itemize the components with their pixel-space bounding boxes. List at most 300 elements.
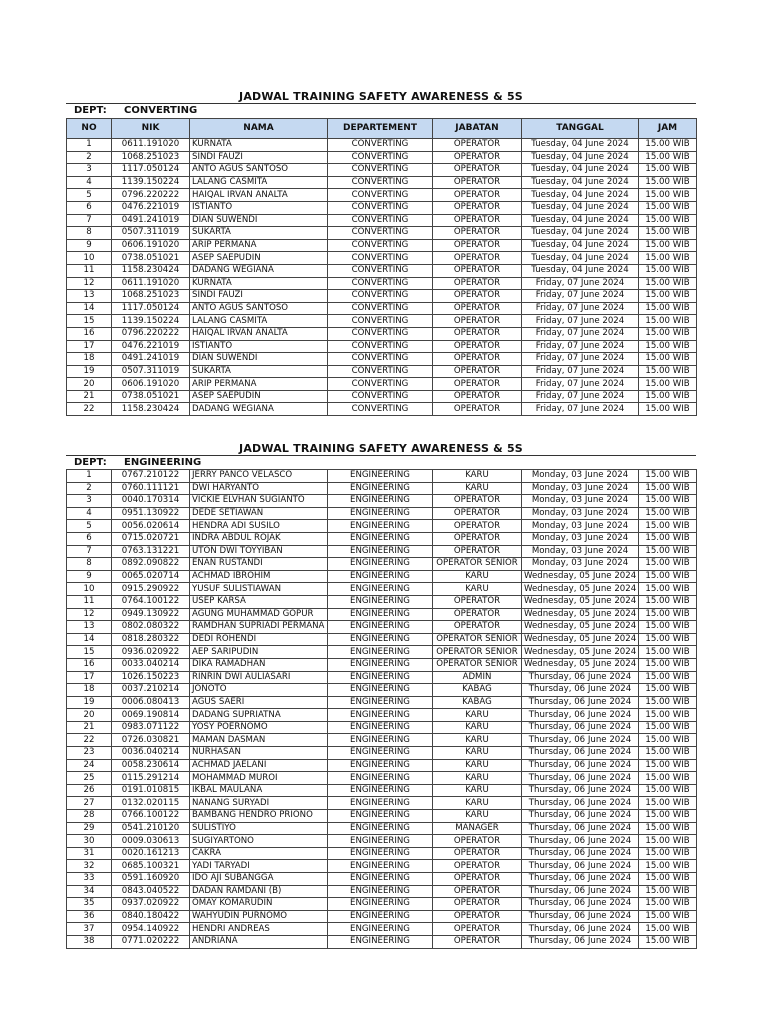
cell-jabatan: OPERATOR — [433, 315, 522, 328]
table-row — [67, 390, 697, 403]
cell-departement: ENGINEERING — [328, 822, 433, 835]
cell-departement: ENGINEERING — [328, 759, 433, 772]
table-row — [67, 353, 697, 366]
table-row — [67, 847, 697, 860]
cell-nik: 0491.241019 — [112, 214, 190, 227]
cell-tanggal: Thursday, 06 June 2024 — [522, 721, 639, 734]
header-nik: NIK — [112, 119, 190, 139]
cell-jabatan: OPERATOR — [433, 252, 522, 265]
cell-jabatan: OPERATOR — [433, 365, 522, 378]
cell-nik: 0069.190814 — [112, 709, 190, 722]
section2-table — [66, 469, 697, 949]
cell-no: 2 — [67, 482, 112, 495]
cell-tanggal: Monday, 03 June 2024 — [522, 545, 639, 558]
cell-no: 23 — [67, 747, 112, 760]
cell-nama: ISTIANTO — [190, 340, 328, 353]
table-row — [67, 747, 697, 760]
table-row — [67, 898, 697, 911]
cell-jabatan: OPERATOR — [433, 898, 522, 911]
cell-no: 4 — [67, 507, 112, 520]
cell-jam: 15.00 WIB — [639, 923, 697, 936]
cell-jabatan: ADMIN — [433, 671, 522, 684]
cell-nama: YADI TARYADI — [190, 860, 328, 873]
cell-jam: 15.00 WIB — [639, 759, 697, 772]
cell-jam: 15.00 WIB — [639, 935, 697, 948]
cell-nama: VICKIE ELVHAN SUGIANTO — [190, 495, 328, 508]
cell-tanggal: Monday, 03 June 2024 — [522, 532, 639, 545]
cell-nama: OMAY KOMARUDIN — [190, 898, 328, 911]
table-row — [67, 495, 697, 508]
section2-dept-value: ENGINEERING — [124, 457, 202, 468]
cell-jam: 15.00 WIB — [639, 176, 697, 189]
header-nama: NAMA — [190, 119, 328, 139]
cell-tanggal: Thursday, 06 June 2024 — [522, 923, 639, 936]
cell-nik: 1068.251023 — [112, 151, 190, 164]
cell-no: 21 — [67, 390, 112, 403]
cell-jabatan: OPERATOR — [433, 327, 522, 340]
cell-nik: 1158.230424 — [112, 264, 190, 277]
cell-nama: HENDRA ADI SUSILO — [190, 520, 328, 533]
cell-nik: 1139.150224 — [112, 315, 190, 328]
cell-departement: ENGINEERING — [328, 873, 433, 886]
cell-nik: 1139.150224 — [112, 176, 190, 189]
cell-tanggal: Friday, 07 June 2024 — [522, 290, 639, 303]
cell-departement: ENGINEERING — [328, 658, 433, 671]
cell-tanggal: Tuesday, 04 June 2024 — [522, 214, 639, 227]
cell-nik: 0606.191020 — [112, 239, 190, 252]
table-row — [67, 608, 697, 621]
cell-nama: KURNATA — [190, 139, 328, 152]
cell-departement: ENGINEERING — [328, 558, 433, 571]
cell-tanggal: Friday, 07 June 2024 — [522, 327, 639, 340]
cell-departement: CONVERTING — [328, 277, 433, 290]
cell-no: 9 — [67, 239, 112, 252]
cell-nama: WAHYUDIN PURNOMO — [190, 910, 328, 923]
cell-jabatan: OPERATOR — [433, 545, 522, 558]
cell-jam: 15.00 WIB — [639, 139, 697, 152]
cell-jam: 15.00 WIB — [639, 532, 697, 545]
cell-tanggal: Thursday, 06 June 2024 — [522, 910, 639, 923]
cell-jam: 15.00 WIB — [639, 390, 697, 403]
cell-departement: ENGINEERING — [328, 633, 433, 646]
table-row — [67, 935, 697, 948]
cell-nik: 0771.020222 — [112, 935, 190, 948]
cell-no: 11 — [67, 264, 112, 277]
cell-no: 31 — [67, 847, 112, 860]
cell-tanggal: Friday, 07 June 2024 — [522, 365, 639, 378]
cell-nama: HAIQAL IRVAN ANALTA — [190, 189, 328, 202]
cell-jabatan: KARU — [433, 721, 522, 734]
cell-tanggal: Thursday, 06 June 2024 — [522, 873, 639, 886]
cell-departement: CONVERTING — [328, 227, 433, 240]
cell-no: 13 — [67, 290, 112, 303]
cell-jabatan: OPERATOR — [433, 302, 522, 315]
cell-nik: 0949.130922 — [112, 608, 190, 621]
cell-jam: 15.00 WIB — [639, 365, 697, 378]
cell-jabatan: OPERATOR — [433, 264, 522, 277]
cell-nama: LALANG CASMITA — [190, 176, 328, 189]
cell-nama: IDO AJI SUBANGGA — [190, 873, 328, 886]
cell-nik: 0020.161213 — [112, 847, 190, 860]
cell-jabatan: KARU — [433, 470, 522, 483]
cell-jabatan: OPERATOR — [433, 353, 522, 366]
cell-tanggal: Thursday, 06 June 2024 — [522, 671, 639, 684]
table-row — [67, 759, 697, 772]
cell-jam: 15.00 WIB — [639, 684, 697, 697]
cell-nik: 0611.191020 — [112, 139, 190, 152]
cell-jam: 15.00 WIB — [639, 658, 697, 671]
cell-tanggal: Wednesday, 05 June 2024 — [522, 633, 639, 646]
cell-nama: DADANG WEGIANA — [190, 403, 328, 416]
cell-nama: KURNATA — [190, 277, 328, 290]
cell-no: 4 — [67, 176, 112, 189]
table-row — [67, 797, 697, 810]
cell-no: 20 — [67, 378, 112, 391]
cell-nik: 0843.040522 — [112, 885, 190, 898]
cell-nama: AGUNG MUHAMMAD GOPUR — [190, 608, 328, 621]
cell-jabatan: OPERATOR — [433, 201, 522, 214]
cell-no: 33 — [67, 873, 112, 886]
cell-departement: ENGINEERING — [328, 671, 433, 684]
table-row — [67, 923, 697, 936]
cell-departement: ENGINEERING — [328, 495, 433, 508]
cell-nama: DADAN RAMDANI (B) — [190, 885, 328, 898]
header-jam: JAM — [639, 119, 697, 139]
cell-departement: CONVERTING — [328, 214, 433, 227]
cell-nik: 0033.040214 — [112, 658, 190, 671]
table-row — [67, 302, 697, 315]
cell-tanggal: Thursday, 06 June 2024 — [522, 684, 639, 697]
cell-nama: MOHAMMAD MUROI — [190, 772, 328, 785]
cell-jam: 15.00 WIB — [639, 633, 697, 646]
cell-no: 8 — [67, 227, 112, 240]
cell-departement: ENGINEERING — [328, 545, 433, 558]
cell-no: 10 — [67, 252, 112, 265]
cell-jam: 15.00 WIB — [639, 189, 697, 202]
section2-title: JADWAL TRAINING SAFETY AWARENESS & 5S — [66, 442, 696, 456]
table-row — [67, 482, 697, 495]
cell-nama: ANTO AGUS SANTOSO — [190, 302, 328, 315]
cell-jabatan: KABAG — [433, 696, 522, 709]
table-row — [67, 403, 697, 416]
table-row — [67, 885, 697, 898]
cell-jam: 15.00 WIB — [639, 835, 697, 848]
cell-no: 3 — [67, 495, 112, 508]
cell-nik: 0892.090822 — [112, 558, 190, 571]
cell-jam: 15.00 WIB — [639, 378, 697, 391]
cell-tanggal: Wednesday, 05 June 2024 — [522, 621, 639, 634]
cell-nama: SULISTIYO — [190, 822, 328, 835]
cell-nama: DIKA RAMADHAN — [190, 658, 328, 671]
table-row — [67, 646, 697, 659]
cell-departement: ENGINEERING — [328, 935, 433, 948]
cell-tanggal: Monday, 03 June 2024 — [522, 507, 639, 520]
cell-tanggal: Tuesday, 04 June 2024 — [522, 139, 639, 152]
section2-body — [67, 470, 697, 949]
cell-nik: 0760.111121 — [112, 482, 190, 495]
cell-departement: CONVERTING — [328, 340, 433, 353]
table-row — [67, 558, 697, 571]
cell-nama: ACHMAD JAELANI — [190, 759, 328, 772]
cell-departement: CONVERTING — [328, 302, 433, 315]
table-row — [67, 835, 697, 848]
cell-nik: 0915.290922 — [112, 583, 190, 596]
cell-nama: ANTO AGUS SANTOSO — [190, 164, 328, 177]
cell-no: 7 — [67, 545, 112, 558]
cell-nik: 0685.100321 — [112, 860, 190, 873]
cell-jabatan: OPERATOR — [433, 189, 522, 202]
cell-jabatan: OPERATOR SENIOR — [433, 633, 522, 646]
cell-tanggal: Monday, 03 June 2024 — [522, 495, 639, 508]
table-row — [67, 378, 697, 391]
cell-jabatan: OPERATOR — [433, 923, 522, 936]
cell-nama: DADANG WEGIANA — [190, 264, 328, 277]
cell-tanggal: Thursday, 06 June 2024 — [522, 810, 639, 823]
cell-tanggal: Tuesday, 04 June 2024 — [522, 176, 639, 189]
cell-nik: 0763.131221 — [112, 545, 190, 558]
cell-nik: 0715.020721 — [112, 532, 190, 545]
cell-no: 28 — [67, 810, 112, 823]
cell-jabatan: OPERATOR — [433, 290, 522, 303]
cell-nik: 0040.170314 — [112, 495, 190, 508]
cell-jam: 15.00 WIB — [639, 315, 697, 328]
cell-nama: SUKARTA — [190, 227, 328, 240]
cell-tanggal: Tuesday, 04 June 2024 — [522, 239, 639, 252]
cell-nama: DEDE SETIAWAN — [190, 507, 328, 520]
cell-jabatan: KARU — [433, 570, 522, 583]
cell-departement: ENGINEERING — [328, 583, 433, 596]
table-row — [67, 721, 697, 734]
cell-nama: ASEP SAEPUDIN — [190, 390, 328, 403]
cell-nik: 0611.191020 — [112, 277, 190, 290]
cell-departement: CONVERTING — [328, 189, 433, 202]
cell-no: 6 — [67, 532, 112, 545]
cell-jabatan: OPERATOR — [433, 164, 522, 177]
cell-tanggal: Friday, 07 June 2024 — [522, 277, 639, 290]
cell-jabatan: OPERATOR SENIOR — [433, 646, 522, 659]
cell-departement: CONVERTING — [328, 378, 433, 391]
cell-jam: 15.00 WIB — [639, 734, 697, 747]
cell-nama: CAKRA — [190, 847, 328, 860]
table-row — [67, 784, 697, 797]
cell-tanggal: Friday, 07 June 2024 — [522, 315, 639, 328]
cell-nama: DIAN SUWENDI — [190, 353, 328, 366]
cell-no: 30 — [67, 835, 112, 848]
cell-nama: NANANG SURYADI — [190, 797, 328, 810]
cell-no: 18 — [67, 684, 112, 697]
cell-nama: ARIP PERMANA — [190, 239, 328, 252]
cell-jam: 15.00 WIB — [639, 403, 697, 416]
cell-nama: ENAN RUSTANDI — [190, 558, 328, 571]
cell-nik: 1117.050124 — [112, 302, 190, 315]
cell-no: 37 — [67, 923, 112, 936]
table-row — [67, 327, 697, 340]
table-row — [67, 822, 697, 835]
table-row — [67, 214, 697, 227]
cell-no: 16 — [67, 327, 112, 340]
cell-departement: ENGINEERING — [328, 507, 433, 520]
cell-tanggal: Tuesday, 04 June 2024 — [522, 252, 639, 265]
header-tanggal: TANGGAL — [522, 119, 639, 139]
cell-no: 19 — [67, 365, 112, 378]
cell-nama: SUGIYARTONO — [190, 835, 328, 848]
section2-dept-label: DEPT: — [74, 457, 107, 468]
cell-no: 12 — [67, 608, 112, 621]
section1-dept-value: CONVERTING — [124, 105, 198, 116]
cell-jam: 15.00 WIB — [639, 227, 697, 240]
cell-departement: ENGINEERING — [328, 696, 433, 709]
cell-tanggal: Monday, 03 June 2024 — [522, 482, 639, 495]
section1-header-row — [67, 119, 697, 139]
cell-tanggal: Thursday, 06 June 2024 — [522, 734, 639, 747]
cell-nama: HENDRI ANDREAS — [190, 923, 328, 936]
table-row — [67, 696, 697, 709]
cell-departement: CONVERTING — [328, 264, 433, 277]
cell-departement: CONVERTING — [328, 327, 433, 340]
cell-jam: 15.00 WIB — [639, 164, 697, 177]
cell-jabatan: OPERATOR — [433, 214, 522, 227]
cell-jabatan: OPERATOR — [433, 835, 522, 848]
cell-jam: 15.00 WIB — [639, 784, 697, 797]
cell-nik: 0507.311019 — [112, 227, 190, 240]
cell-departement: CONVERTING — [328, 315, 433, 328]
cell-tanggal: Tuesday, 04 June 2024 — [522, 201, 639, 214]
cell-nama: AGUS SAERI — [190, 696, 328, 709]
cell-jabatan: OPERATOR — [433, 532, 522, 545]
cell-jabatan: OPERATOR — [433, 495, 522, 508]
cell-jabatan: OPERATOR — [433, 139, 522, 152]
cell-no: 34 — [67, 885, 112, 898]
cell-jam: 15.00 WIB — [639, 327, 697, 340]
cell-jam: 15.00 WIB — [639, 302, 697, 315]
cell-tanggal: Wednesday, 05 June 2024 — [522, 583, 639, 596]
cell-nama: DIAN SUWENDI — [190, 214, 328, 227]
cell-nama: INDRA ABDUL ROJAK — [190, 532, 328, 545]
cell-jabatan: KARU — [433, 734, 522, 747]
cell-tanggal: Thursday, 06 June 2024 — [522, 759, 639, 772]
table-row — [67, 772, 697, 785]
cell-jam: 15.00 WIB — [639, 151, 697, 164]
cell-nama: ARIP PERMANA — [190, 378, 328, 391]
cell-tanggal: Tuesday, 04 June 2024 — [522, 164, 639, 177]
cell-jam: 15.00 WIB — [639, 646, 697, 659]
table-row — [67, 151, 697, 164]
cell-jam: 15.00 WIB — [639, 520, 697, 533]
cell-nik: 0954.140922 — [112, 923, 190, 936]
cell-nik: 0796.220222 — [112, 189, 190, 202]
cell-jabatan: OPERATOR — [433, 390, 522, 403]
table-row — [67, 189, 697, 202]
cell-no: 18 — [67, 353, 112, 366]
table-row — [67, 227, 697, 240]
cell-jabatan: OPERATOR — [433, 277, 522, 290]
cell-jam: 15.00 WIB — [639, 214, 697, 227]
cell-jabatan: OPERATOR — [433, 151, 522, 164]
cell-jam: 15.00 WIB — [639, 608, 697, 621]
cell-departement: ENGINEERING — [328, 772, 433, 785]
cell-nama: DADANG SUPRIATNA — [190, 709, 328, 722]
cell-departement: ENGINEERING — [328, 532, 433, 545]
cell-jam: 15.00 WIB — [639, 747, 697, 760]
cell-nik: 0591.160920 — [112, 873, 190, 886]
cell-departement: CONVERTING — [328, 290, 433, 303]
table-row — [67, 545, 697, 558]
cell-departement: ENGINEERING — [328, 860, 433, 873]
section2-dept — [66, 457, 696, 469]
table-row — [67, 910, 697, 923]
cell-jam: 15.00 WIB — [639, 595, 697, 608]
table-row — [67, 595, 697, 608]
cell-no: 12 — [67, 277, 112, 290]
cell-nik: 0476.221019 — [112, 340, 190, 353]
cell-no: 21 — [67, 721, 112, 734]
section1-dept-label: DEPT: — [74, 105, 107, 116]
cell-no: 36 — [67, 910, 112, 923]
cell-departement: ENGINEERING — [328, 910, 433, 923]
cell-no: 15 — [67, 315, 112, 328]
cell-jam: 15.00 WIB — [639, 810, 697, 823]
table-row — [67, 583, 697, 596]
cell-nama: AEP SARIPUDIN — [190, 646, 328, 659]
cell-no: 16 — [67, 658, 112, 671]
cell-jam: 15.00 WIB — [639, 277, 697, 290]
cell-nik: 0507.311019 — [112, 365, 190, 378]
cell-departement: CONVERTING — [328, 365, 433, 378]
cell-departement: ENGINEERING — [328, 734, 433, 747]
cell-tanggal: Thursday, 06 June 2024 — [522, 822, 639, 835]
cell-jabatan: OPERATOR — [433, 227, 522, 240]
cell-nik: 0058.230614 — [112, 759, 190, 772]
cell-nama: UTON DWI TOYYIBAN — [190, 545, 328, 558]
cell-nik: 0115.291214 — [112, 772, 190, 785]
cell-nik: 0037.210214 — [112, 684, 190, 697]
cell-departement: ENGINEERING — [328, 810, 433, 823]
cell-no: 6 — [67, 201, 112, 214]
table-row — [67, 520, 697, 533]
cell-tanggal: Wednesday, 05 June 2024 — [522, 570, 639, 583]
cell-jabatan: OPERATOR — [433, 935, 522, 948]
cell-tanggal: Friday, 07 June 2024 — [522, 378, 639, 391]
cell-nik: 0767.210122 — [112, 470, 190, 483]
cell-departement: ENGINEERING — [328, 721, 433, 734]
cell-no: 8 — [67, 558, 112, 571]
cell-no: 2 — [67, 151, 112, 164]
cell-jabatan: OPERATOR — [433, 910, 522, 923]
section1-title: JADWAL TRAINING SAFETY AWARENESS & 5S — [66, 90, 696, 104]
cell-jam: 15.00 WIB — [639, 340, 697, 353]
table-row — [67, 671, 697, 684]
table-row — [67, 340, 697, 353]
cell-no: 38 — [67, 935, 112, 948]
cell-no: 1 — [67, 470, 112, 483]
cell-departement: CONVERTING — [328, 252, 433, 265]
cell-departement: CONVERTING — [328, 139, 433, 152]
cell-departement: ENGINEERING — [328, 709, 433, 722]
cell-jam: 15.00 WIB — [639, 671, 697, 684]
cell-tanggal: Tuesday, 04 June 2024 — [522, 189, 639, 202]
cell-jam: 15.00 WIB — [639, 621, 697, 634]
cell-jam: 15.00 WIB — [639, 583, 697, 596]
cell-tanggal: Tuesday, 04 June 2024 — [522, 264, 639, 277]
table-row — [67, 164, 697, 177]
cell-nik: 0476.221019 — [112, 201, 190, 214]
cell-tanggal: Friday, 07 June 2024 — [522, 403, 639, 416]
cell-jabatan: OPERATOR — [433, 507, 522, 520]
cell-tanggal: Thursday, 06 June 2024 — [522, 898, 639, 911]
cell-no: 1 — [67, 139, 112, 152]
cell-nik: 0006.080413 — [112, 696, 190, 709]
cell-jam: 15.00 WIB — [639, 507, 697, 520]
